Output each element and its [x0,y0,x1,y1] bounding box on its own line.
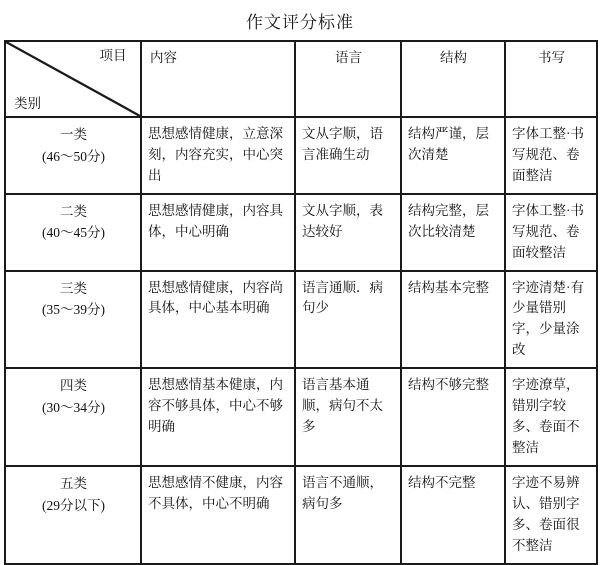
cell-writing: 字迹清楚·有少量错别字，少量涂改 [505,271,597,369]
cell-content: 思想感情基本健康，内容不够具体，中心不够明确 [141,368,295,466]
category-name: 五类 [60,475,87,491]
header-structure-label: 结构 [440,50,467,65]
header-cell-writing [505,41,597,117]
category-cell [5,194,141,271]
header-content-label: 内容 [150,50,177,65]
category-name: 四类 [60,378,87,394]
category-name: 二类 [60,203,87,219]
cell-language: 语言通顺．病句少 [295,271,401,369]
category-cell [5,466,141,564]
cell-structure: 结构不够完整 [401,368,505,466]
header-category-text: 类别 [14,96,41,112]
header-item-text: 项目 [99,48,127,63]
header-cell-language [295,41,401,117]
cell-content: 思想感情不健康，内容不具体，中心不明确 [141,466,295,564]
cell-writing: 字迹潦草，错别字较多、卷面不整洁 [505,368,597,466]
cell-language: 文从字顺，语言准确生动 [295,117,401,194]
category-score-range: (30～34分) [42,399,105,415]
header-category-label [14,94,44,114]
cell-structure: 结构完整，层次比较清楚 [401,194,505,271]
table-row [5,117,597,194]
cell-writing: 字体工整·书写规范、卷面整洁 [505,117,597,194]
table-row [5,466,597,564]
table-row [5,271,597,369]
table-row [5,194,597,271]
table-header-row [5,41,597,117]
category-score-range: (46～50分) [42,148,105,164]
cell-language: 文从字顺，表达较好 [295,194,401,271]
header-language-label: 语言 [335,50,362,65]
category-score-range: (40～45分) [42,225,105,241]
category-score-range: (35～39分) [42,302,105,318]
page-title: 作文评分标准 [246,13,354,32]
category-score-range: (29分以下) [42,497,105,513]
cell-content: 思想感情健康，立意深刻，内容充实，中心突出 [141,117,295,194]
header-writing-label: 书写 [538,50,565,65]
cell-structure: 结构严谨，层次清楚 [401,117,505,194]
category-cell [5,368,141,466]
cell-language: 语言基本通顺，病句不太多 [295,368,401,466]
cell-content: 思想感情健康，内容尚具体，中心基本明确 [141,271,295,369]
cell-content: 思想感情健康，内容具体，中心明确 [141,194,295,271]
header-cell-structure [401,41,505,117]
header-corner-cell [5,41,141,117]
category-cell [5,271,141,369]
cell-structure: 结构基本完整 [401,271,505,369]
category-name: 三类 [60,280,87,296]
category-name: 一类 [60,127,87,142]
scoring-rubric-table [4,40,598,565]
cell-language: 语言不通顺，病句多 [295,466,401,564]
cell-structure: 结构不完整 [401,466,505,564]
table-row [5,368,597,466]
header-item-label [96,46,130,66]
cell-writing: 字迹不易辨认、错别字多、卷面很不整洁 [505,466,597,564]
category-cell [5,117,141,194]
cell-writing: 字体工整·书写规范、卷面较整洁 [505,194,597,271]
header-cell-content [141,41,295,117]
